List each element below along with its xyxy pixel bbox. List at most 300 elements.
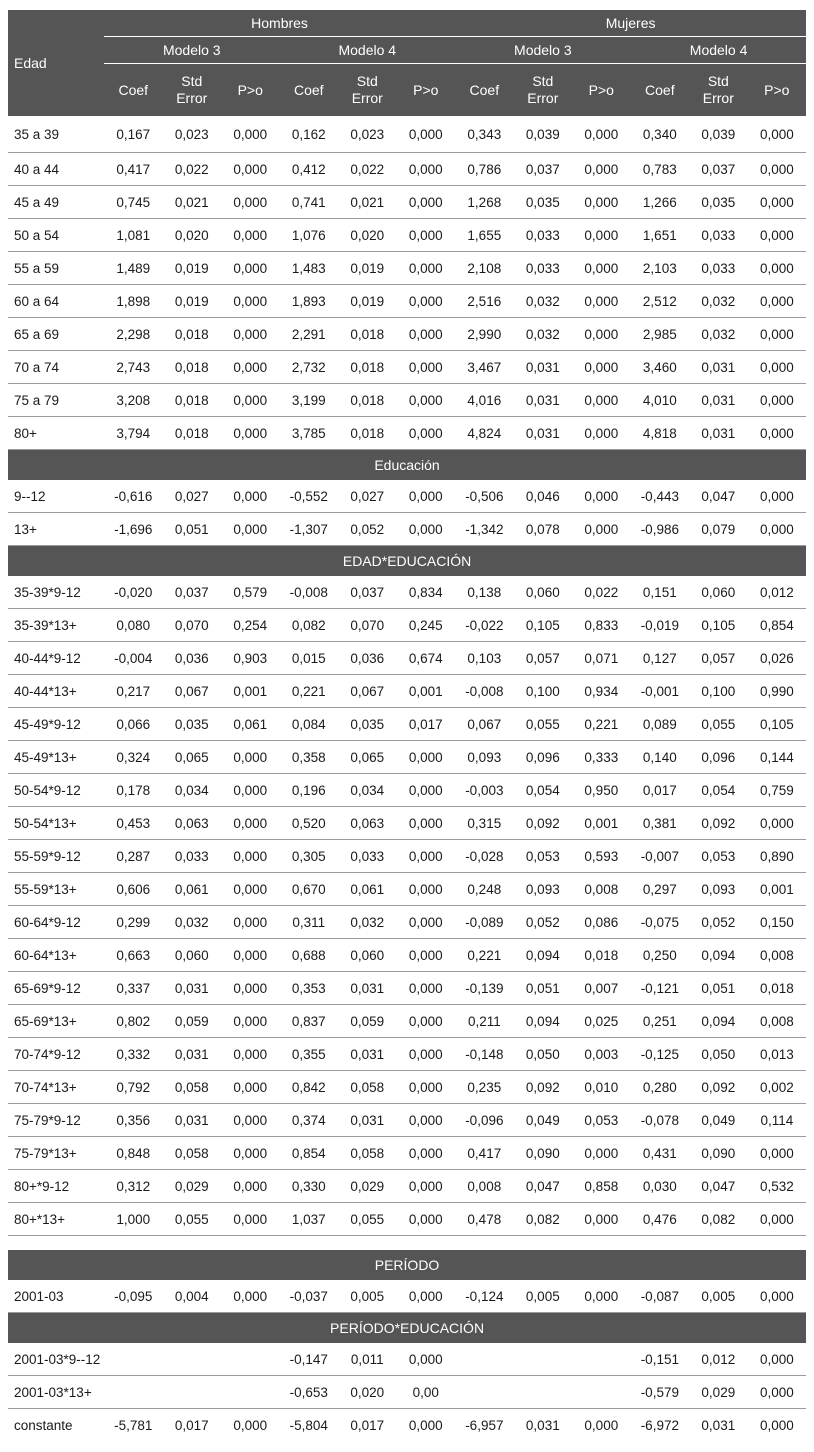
value-cell: 0,254 [221,609,280,642]
row-label: 70-74*9-12 [8,1038,104,1071]
value-cell: 0,051 [514,972,573,1005]
value-cell: -0,007 [631,840,690,873]
value-cell: 0,000 [397,318,456,351]
value-cell: 0,221 [455,939,514,972]
value-cell: 0,000 [221,513,280,546]
value-cell: 0,312 [104,1170,163,1203]
value-cell: 0,070 [163,609,222,642]
header-coef-hombres-modelo3: Coef [104,64,163,117]
header-std-line1: Std [356,73,378,89]
value-cell: -0,121 [631,972,690,1005]
table-row [8,708,806,741]
value-cell: 0,741 [280,186,339,219]
table-row [8,153,806,186]
value-cell: 0,105 [748,708,807,741]
value-cell: 2,512 [631,285,690,318]
value-cell: 0,033 [514,252,573,285]
value-cell: -0,124 [455,1280,514,1313]
value-cell: 0,094 [514,1005,573,1038]
value-cell: 0,103 [455,642,514,675]
table-row [8,318,806,351]
value-cell: 0,070 [338,609,397,642]
value-cell: 0,008 [748,1005,807,1038]
value-cell: 0,031 [163,1038,222,1071]
value-cell: 3,785 [280,417,339,450]
value-cell: 0,008 [748,939,807,972]
value-cell: 1,268 [455,186,514,219]
value-cell: 0,018 [163,351,222,384]
value-cell: 0,078 [514,513,573,546]
value-cell: 0,417 [455,1137,514,1170]
value-cell: 0,000 [397,1170,456,1203]
row-label: 80+*9-12 [8,1170,104,1203]
value-cell: 0,032 [163,906,222,939]
value-cell: 0,033 [689,252,748,285]
value-cell: 0,032 [514,285,573,318]
value-cell: 1,076 [280,219,339,252]
value-cell: 0,011 [338,1343,397,1376]
table-row [8,1071,806,1104]
value-cell: 0,000 [221,351,280,384]
value-cell [104,1376,163,1409]
value-cell: -0,147 [280,1343,339,1376]
table-body [8,116,806,1441]
value-cell: -0,653 [280,1376,339,1409]
value-cell: 0,037 [689,153,748,186]
header-std-error-mujeres-modelo3 [514,64,573,117]
value-cell: 0,035 [689,186,748,219]
value-cell: 0,047 [689,1170,748,1203]
value-cell: 2,291 [280,318,339,351]
value-cell: 0,000 [748,417,807,450]
value-cell: -1,342 [455,513,514,546]
value-cell: 0,005 [514,1280,573,1313]
value-cell: 0,417 [104,153,163,186]
header-hombres-modelo3: Modelo 3 [104,37,280,64]
header-std-error-hombres-modelo3 [163,64,222,117]
value-cell: 0,000 [748,1376,807,1409]
value-cell: -0,552 [280,480,339,513]
value-cell: 1,037 [280,1203,339,1236]
row-label: 45 a 49 [8,186,104,219]
value-cell: 0,031 [163,1104,222,1137]
section-header-row [8,546,806,577]
table-row [8,116,806,153]
value-cell: 0,000 [748,1203,807,1236]
value-cell: 0,084 [280,708,339,741]
value-cell: 0,057 [514,642,573,675]
value-cell: 0,000 [584,1417,619,1433]
value-cell: 0,033 [689,219,748,252]
row-label: 80+*13+ [8,1203,104,1236]
row-label: 9--12 [8,480,104,513]
value-cell: 0,000 [572,252,631,285]
value-cell: 0,047 [514,1170,573,1203]
value-cell: -0,148 [455,1038,514,1071]
value-cell: 0,688 [280,939,339,972]
gap-cell [8,1236,806,1251]
value-cell: 0,067 [163,675,222,708]
value-cell: 1,893 [280,285,339,318]
value-cell: 0,093 [514,873,573,906]
value-cell: 0,000 [221,840,280,873]
value-cell: 0,332 [104,1038,163,1071]
table-row [8,609,806,642]
value-cell: 0,020 [338,1376,397,1409]
value-cell: 0,105 [514,609,573,642]
value-cell: 0,127 [631,642,690,675]
value-cell: 0,848 [104,1137,163,1170]
header-p-hombres-modelo3: P>o [221,64,280,117]
value-cell: 0,008 [572,873,631,906]
value-cell: 0,079 [689,513,748,546]
value-cell: 0,792 [104,1071,163,1104]
value-cell: 0,049 [514,1104,573,1137]
value-cell: 0,019 [163,285,222,318]
value-cell: 0,000 [397,116,456,153]
value-cell: 0,000 [748,807,807,840]
value-cell: 0,100 [514,675,573,708]
value-cell: 0,000 [397,351,456,384]
table-row [8,840,806,873]
value-cell: 0,000 [397,285,456,318]
value-cell: 0,000 [221,285,280,318]
value-cell: 0,000 [572,318,631,351]
value-cell: -0,986 [631,513,690,546]
header-std-line2: Error [176,90,208,106]
value-cell: 0,012 [748,576,807,609]
value-cell: 0,245 [397,609,456,642]
row-label: 55-59*9-12 [8,840,104,873]
value-cell: 0,092 [514,1071,573,1104]
value-cell: 0,060 [338,939,397,972]
value-cell: 0,144 [748,741,807,774]
row-label: 40-44*13+ [8,675,104,708]
value-cell: 0,058 [338,1137,397,1170]
value-cell: 0,060 [514,576,573,609]
value-cell: 0,374 [280,1104,339,1137]
value-cell: 0,000 [397,1343,456,1376]
value-cell: 0,037 [338,576,397,609]
value-cell: 0,060 [163,939,222,972]
value-cell: 0,315 [455,807,514,840]
value-cell: 0,333 [572,741,631,774]
value-cell: 0,013 [748,1038,807,1071]
value-cell: 0,196 [280,774,339,807]
value-cell: 0,663 [104,939,163,972]
header-hombres-modelo4: Modelo 4 [280,37,456,64]
value-cell: -6,972 [640,1417,679,1433]
value-cell: 0,140 [631,741,690,774]
value-cell: -1,696 [104,513,163,546]
value-cell: -0,095 [104,1280,163,1313]
section-header-row [8,1313,806,1344]
value-cell: 0,000 [572,417,631,450]
value-cell: 0,297 [631,873,690,906]
value-cell: 0,745 [104,186,163,219]
value-cell: 0,058 [163,1137,222,1170]
row-label: 75 a 79 [8,384,104,417]
value-cell: 0,031 [689,351,748,384]
value-cell: 1,081 [104,219,163,252]
value-cell: 0,890 [748,840,807,873]
header-std-line1: Std [181,73,203,89]
value-cell: 0,007 [572,972,631,1005]
value-cell: 0,355 [280,1038,339,1071]
value-cell: 0,431 [631,1137,690,1170]
value-cell: 0,000 [397,906,456,939]
section-gap [8,1236,806,1251]
value-cell: 1,483 [280,252,339,285]
value-cell: 0,058 [338,1071,397,1104]
section-title: PERÍODO [8,1250,806,1280]
value-cell: 0,032 [514,318,573,351]
value-cell: 0,031 [514,351,573,384]
value-cell: 2,298 [104,318,163,351]
value-cell: 0,031 [338,1038,397,1071]
value-cell: 0,248 [455,873,514,906]
value-cell: 0,000 [221,939,280,972]
value-cell: 0,034 [338,774,397,807]
value-cell: 3,199 [280,384,339,417]
value-cell: 0,000 [221,318,280,351]
value-cell: 0,027 [338,480,397,513]
value-cell: -0,004 [104,642,163,675]
value-cell: 0,029 [163,1170,222,1203]
table-row [8,417,806,450]
value-cell: 0,039 [514,116,573,153]
value-cell: 0,000 [748,384,807,417]
table-row [8,939,806,972]
value-cell: 0,000 [397,252,456,285]
value-cell: 1,655 [455,219,514,252]
table-row [8,972,806,1005]
value-cell: 2,743 [104,351,163,384]
value-cell: 0,381 [631,807,690,840]
value-cell: 0,000 [397,873,456,906]
value-cell: 4,010 [631,384,690,417]
value-cell: 0,833 [572,609,631,642]
value-cell: 0,000 [748,219,807,252]
value-cell: 0,000 [397,1071,456,1104]
row-label: 75-79*9-12 [8,1104,104,1137]
value-cell: -0,003 [455,774,514,807]
value-cell: 0,094 [689,1005,748,1038]
value-cell: 0,000 [221,219,280,252]
value-cell: 0,000 [397,513,456,546]
value-cell: -0,125 [631,1038,690,1071]
header-hombres: Hombres [104,10,455,37]
row-label: 2001-03*13+ [8,1376,104,1409]
value-cell: 0,055 [689,708,748,741]
value-cell: 0,022 [572,576,631,609]
value-cell: 0,018 [338,351,397,384]
value-cell: 0,036 [338,642,397,675]
value-cell: 0,105 [689,609,748,642]
value-cell: 2,985 [631,318,690,351]
row-label: 55-59*13+ [8,873,104,906]
value-cell: 0,055 [338,1203,397,1236]
row-label: 40-44*9-12 [8,642,104,675]
value-cell: 0,032 [689,285,748,318]
value-cell: -0,096 [455,1104,514,1137]
value-cell: -0,087 [631,1280,690,1313]
value-cell: 0,476 [631,1203,690,1236]
value-cell: 0,093 [455,741,514,774]
value-cell: 0,094 [514,939,573,972]
value-cell [163,1343,222,1376]
value-cell: 0,000 [748,1137,807,1170]
value-cell: 1,651 [631,219,690,252]
value-cell: 0,023 [338,116,397,153]
value-cell: 0,004 [163,1280,222,1313]
table-row [8,774,806,807]
value-cell: 0,000 [221,153,280,186]
section-header-row [8,1250,806,1280]
table-row [8,1005,806,1038]
header-coef-hombres-modelo4: Coef [280,64,339,117]
header-std-line1: Std [532,73,554,89]
value-cell: 0,037 [163,576,222,609]
value-cell: 0,029 [689,1376,748,1409]
value-cell: 0,000 [748,285,807,318]
table-row [8,1343,806,1376]
value-cell: 4,818 [631,417,690,450]
value-cell: 0,337 [104,972,163,1005]
value-cell: 0,000 [397,417,456,450]
value-cell: 0,324 [104,741,163,774]
value-cell: 0,021 [338,186,397,219]
value-cell: 0,000 [397,807,456,840]
value-cell [221,1376,280,1409]
value-cell: 0,046 [514,480,573,513]
value-cell: 0,037 [514,153,573,186]
header-std-line2: Error [527,90,559,106]
row-label: 65 a 69 [8,318,104,351]
value-cell: -0,028 [455,840,514,873]
value-cell: 0,280 [631,1071,690,1104]
value-cell: 0,217 [104,675,163,708]
value-cell: 0,000 [221,1203,280,1236]
value-cell: 0,000 [221,1038,280,1071]
value-cell [163,1376,222,1409]
value-cell: 0,017 [397,708,456,741]
value-cell: 0,018 [338,417,397,450]
value-cell: 0,000 [397,1137,456,1170]
value-cell: 0,453 [104,807,163,840]
row-label: 2001-03*9--12 [8,1343,104,1376]
value-cell: 0,029 [338,1170,397,1203]
value-cell: 0,034 [163,774,222,807]
row-label: constante [14,1417,73,1433]
value-cell: -0,139 [455,972,514,1005]
value-cell: 0,080 [104,609,163,642]
value-cell: 0,054 [514,774,573,807]
value-cell: 0,052 [338,513,397,546]
value-cell: 0,055 [514,708,573,741]
value-cell: 0,412 [280,153,339,186]
value-cell: 0,000 [397,219,456,252]
value-cell: 0,000 [397,384,456,417]
value-cell [221,1343,280,1376]
value-cell: 0,001 [572,807,631,840]
value-cell: 0,000 [397,840,456,873]
header-coef-mujeres-modelo4: Coef [631,64,690,117]
value-cell: 0,000 [221,906,280,939]
value-cell: -0,008 [280,576,339,609]
value-cell: 0,058 [163,1071,222,1104]
value-cell: 0,802 [104,1005,163,1038]
table-row [8,807,806,840]
value-cell: 0,000 [221,480,280,513]
value-cell: 0,031 [338,1104,397,1137]
value-cell: 0,000 [748,252,807,285]
value-cell: 0,039 [689,116,748,153]
value-cell: 0,000 [221,1170,280,1203]
table-row [8,1170,806,1203]
value-cell: -0,008 [455,675,514,708]
value-cell: 0,092 [689,807,748,840]
table-header [8,10,806,116]
value-cell: 0,000 [221,1104,280,1137]
table-row [8,384,806,417]
value-cell: 0,022 [163,153,222,186]
row-label: 50-54*9-12 [8,774,104,807]
value-cell: 0,000 [397,1038,456,1071]
row-label: 60-64*9-12 [8,906,104,939]
value-cell: 0,061 [163,873,222,906]
value-cell: 0,167 [104,116,163,153]
value-cell: 0,033 [338,840,397,873]
value-cell: 0,031 [163,972,222,1005]
header-p-mujeres-modelo3: P>o [572,64,631,117]
row-label: 40 a 44 [8,153,104,186]
value-cell: 0,150 [748,906,807,939]
row-label: 65-69*9-12 [8,972,104,1005]
value-cell: -0,022 [455,609,514,642]
value-cell: 1,266 [631,186,690,219]
value-cell: 0,000 [572,1137,631,1170]
value-cell: 1,489 [104,252,163,285]
table-row [8,873,806,906]
value-cell: 0,065 [338,741,397,774]
value-cell: 0,000 [748,480,807,513]
value-cell: 0,579 [221,576,280,609]
value-cell: 3,208 [104,384,163,417]
table-row [8,480,806,513]
value-cell: 0,000 [221,741,280,774]
value-cell: 0,903 [221,642,280,675]
value-cell: 0,017 [350,1417,385,1433]
value-cell: 0,023 [163,116,222,153]
value-cell: 0,000 [748,513,807,546]
table-row [8,186,806,219]
value-cell: 0,000 [221,1071,280,1104]
value-cell: 0,022 [338,153,397,186]
value-cell: 0,311 [280,906,339,939]
value-cell: 0,211 [455,1005,514,1038]
value-cell: 0,082 [280,609,339,642]
value-cell: 0,287 [104,840,163,873]
value-cell: 0,008 [455,1170,514,1203]
row-label: 50 a 54 [8,219,104,252]
row-label: 65-69*13+ [8,1005,104,1038]
value-cell: 0,000 [221,1005,280,1038]
value-cell: 0,000 [221,186,280,219]
table-row [8,513,806,546]
value-cell: 0,090 [689,1137,748,1170]
value-cell: 0,250 [631,939,690,972]
